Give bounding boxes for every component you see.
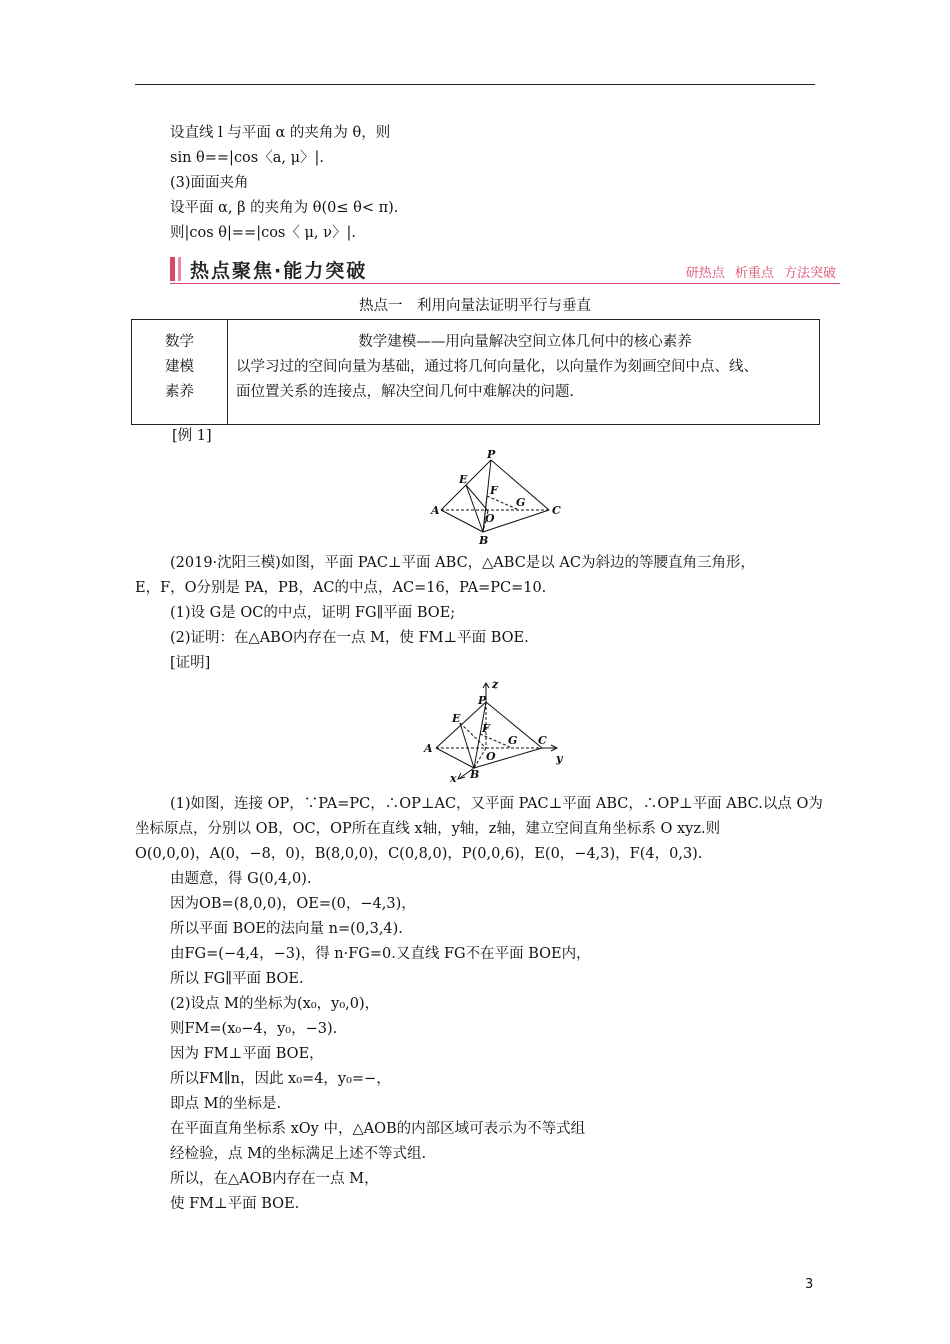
figure-label: E <box>452 712 461 725</box>
table-left-cell <box>132 320 228 424</box>
solution-line: 因为OB=(8,0,0)，OE=(0，−4,3)， <box>170 896 416 912</box>
figure-label: E <box>459 473 468 486</box>
header-rule <box>135 84 815 85</box>
pyramid-figure <box>425 448 565 548</box>
solution-line: (2)设点 M的坐标为(x₀，y₀,0)， <box>170 996 380 1012</box>
solution-line: 所以 FG∥平面 BOE. <box>170 971 304 987</box>
section-heading: 热点一 利用向量法证明平行与垂直 <box>359 298 591 314</box>
solution-line: 所以平面 BOE的法向量 n=(0,3,4). <box>170 921 403 937</box>
figure-label: x <box>450 772 457 785</box>
table-right-text: 以学习过的空间向量为基础，通过将几何向量化，以向量作为刻画空间中点、线、 <box>236 359 758 375</box>
example-label: [例 1] <box>172 428 212 444</box>
table-right-text: 面位置关系的连接点，解决空间几何中难解决的问题. <box>236 384 575 400</box>
figure-label: A <box>431 504 440 517</box>
figure-label: B <box>479 534 489 547</box>
figure-label: F <box>482 722 490 735</box>
solution-line: 所以FM∥n，因此 x₀=4，y₀=−， <box>170 1071 391 1087</box>
solution-line: 即点 M的坐标是. <box>170 1096 282 1112</box>
figure-label: F <box>490 484 498 497</box>
table-right-title: 数学建模——用向量解决空间立体几何中的核心素养 <box>358 334 692 350</box>
figure-label: P <box>487 448 496 461</box>
solution-line: 经检验，点 M的坐标满足上述不等式组. <box>170 1146 427 1162</box>
solution-line: 由FG=(−4,4，−3)，得 n·FG=0.又直线 FG不在平面 BOE内， <box>170 946 591 962</box>
text-line: 设平面 α, β 的夹角为 θ(0≤ θ< π). <box>170 200 399 216</box>
coordinate-pyramid-figure <box>420 676 580 786</box>
solution-line: 在平面直角坐标系 xOy 中，△AOB的内部区域可表示为不等式组 <box>170 1121 586 1137</box>
page-number: 3 <box>805 1277 814 1292</box>
figure-label: C <box>538 734 547 747</box>
banner-tags: 研热点 析重点 方法突破 <box>685 266 836 281</box>
figure-label: O <box>485 512 495 525</box>
banner-title: 热点聚焦·能力突破 <box>190 260 368 282</box>
banner-underline <box>170 283 840 284</box>
problem-line: E，F，O分别是 PA，PB，AC的中点，AC=16，PA=PC=10. <box>135 580 547 596</box>
figure-label: A <box>424 742 433 755</box>
table-left-label: 建模 <box>165 359 194 375</box>
figure-label: B <box>470 768 480 781</box>
figure-label: z <box>492 678 499 691</box>
figure-label: G <box>516 496 526 509</box>
figure-label: P <box>478 694 487 707</box>
solution-line: O(0,0,0)，A(0，−8，0)，B(8,0,0)，C(0,8,0)，P(0,0,6)，E(0，−4,3)，F(4，0,3). <box>135 846 703 862</box>
solution-line: 由题意，得 G(0,4,0). <box>170 871 312 887</box>
banner-accent-bar <box>170 257 175 281</box>
text-line: sin θ==|cos〈a, μ〉|. <box>170 150 325 166</box>
problem-line: (2)证明：在△ABO内存在一点 M，使 FM⊥平面 BOE. <box>170 630 529 646</box>
competency-table <box>131 319 820 425</box>
problem-line: (2019·沈阳三模)如图，平面 PAC⊥平面 ABC，△ABC是以 AC为斜边的等腰直角三角形， <box>170 555 755 571</box>
banner-accent-bar <box>178 257 181 281</box>
section-banner <box>170 256 840 284</box>
table-left-label: 数学 <box>165 334 194 350</box>
figure-label: C <box>552 504 561 517</box>
text-line: 设直线 l 与平面 α 的夹角为 θ，则 <box>170 125 391 141</box>
text-line: (3)面面夹角 <box>170 175 249 191</box>
figure-label: O <box>486 750 496 763</box>
solution-line: (1)如图，连接 OP，∵PA=PC，∴OP⊥AC，又平面 PAC⊥平面 ABC，∴OP⊥平面 ABC.以点 O为 <box>170 796 823 812</box>
solution-line: 因为 FM⊥平面 BOE， <box>170 1046 324 1062</box>
table-left-label: 素养 <box>165 384 194 400</box>
solution-line: 使 FM⊥平面 BOE. <box>170 1196 300 1212</box>
solution-line: 则FM=(x₀−4，y₀，−3). <box>170 1021 338 1037</box>
figure-label: G <box>508 734 518 747</box>
solution-line: 坐标原点，分别以 OB，OC，OP所在直线 x轴，y轴，z轴，建立空间直角坐标系 O xyz.则 <box>135 821 721 837</box>
proof-label: [证明] <box>170 655 211 671</box>
solution-line: 所以，在△AOB内存在一点 M， <box>170 1171 379 1187</box>
problem-line: (1)设 G是 OC的中点，证明 FG∥平面 BOE; <box>170 605 456 621</box>
text-line: 则|cos θ|==|cos〈 μ, ν〉|. <box>170 225 356 241</box>
table-right-cell <box>236 330 814 405</box>
figure-label: y <box>556 752 563 765</box>
